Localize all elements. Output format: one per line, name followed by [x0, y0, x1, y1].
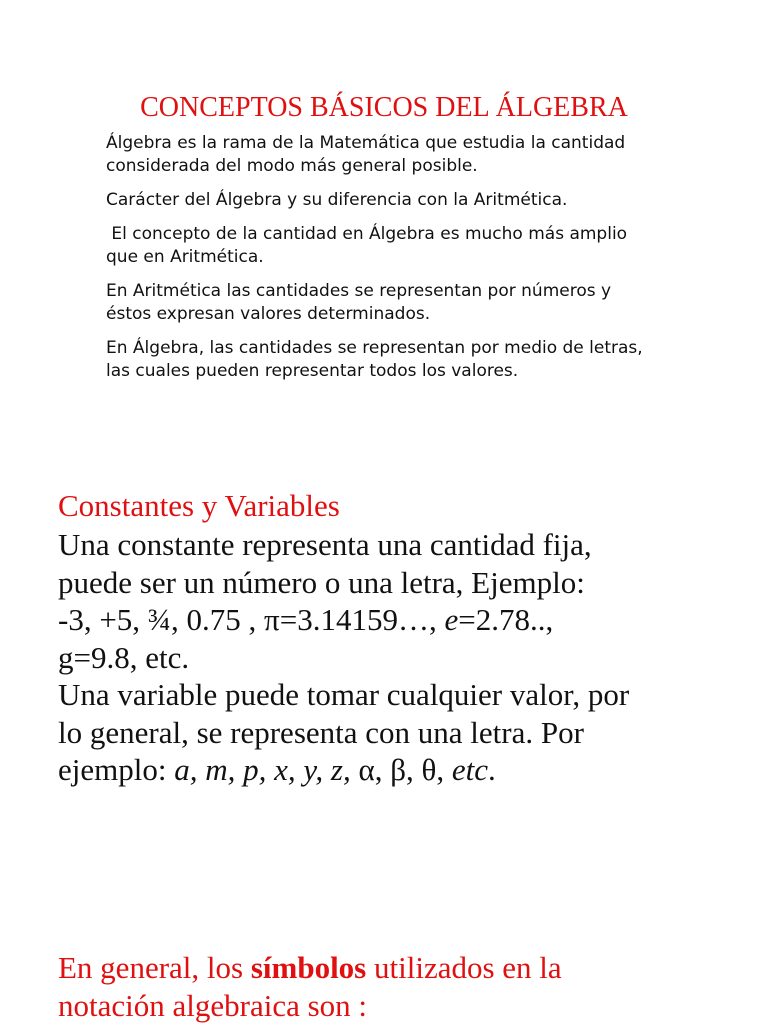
- euler-symbol: e: [444, 602, 459, 637]
- etc-text: etc: [451, 752, 489, 787]
- paragraph-line: En Aritmética las cantidades se representan por números y: [106, 281, 612, 301]
- slide-title: CONCEPTOS BÁSICOS DEL ÁLGEBRA: [140, 92, 628, 123]
- greek-letters: α, β, θ,: [350, 752, 452, 787]
- variable-letters: a, m, p, x, y, z,: [174, 752, 351, 787]
- body-line: Una variable puede tomar cualquier valor, por: [58, 677, 630, 712]
- euler-value: =2.78..,: [458, 602, 554, 637]
- paragraph-line: Álgebra es la rama de la Matemática que estudia la cantidad: [106, 133, 626, 153]
- simbolos-prefix: En general, los: [58, 950, 251, 985]
- simbolos-bold: símbolos: [250, 950, 367, 985]
- simbolos-suffix: utilizados en la: [366, 950, 562, 985]
- slide-body: [58, 526, 758, 789]
- slide-body: [106, 132, 706, 394]
- paragraph-line: considerada del modo más general posible.: [106, 156, 478, 176]
- period: .: [488, 752, 496, 787]
- paragraph-algebra-letras: [106, 337, 706, 383]
- body-line: puede ser un número o una letra, Ejemplo:: [58, 564, 585, 600]
- body-line-examples: [58, 601, 758, 639]
- body-line: g=9.8, etc.: [58, 639, 190, 675]
- slide-heading: Constantes y Variables: [58, 488, 340, 523]
- body-line: lo general, se representa con una letra. Por: [58, 714, 584, 750]
- paragraph-line: Carácter del Álgebra y su diferencia con la Aritmética.: [106, 190, 568, 210]
- examples-text: -3, +5, ¾, 0.75 , π=3.14159…,: [58, 602, 445, 637]
- paragraph-line: En Álgebra, las cantidades se representan por medio de letras,: [106, 338, 643, 358]
- paragraph-line: El concepto de la cantidad en Álgebra es mucho más amplio: [106, 224, 628, 244]
- body-line-simbolos: [58, 949, 758, 987]
- body-line: notación algebraica son :: [58, 987, 368, 1023]
- paragraph-line: las cuales pueden representar todos los valores.: [106, 361, 519, 381]
- body-line: Una constante representa una cantidad fija,: [58, 527, 592, 562]
- paragraph-caracter: [106, 189, 706, 212]
- slide-body: [58, 949, 758, 1024]
- body-line-variables: [58, 751, 758, 789]
- paragraph-definicion: [106, 132, 706, 178]
- variables-prefix: ejemplo:: [58, 752, 175, 787]
- paragraph-concepto: [106, 223, 706, 269]
- paragraph-line: éstos expresan valores determinados.: [106, 304, 431, 324]
- paragraph-line: que en Aritmética.: [106, 247, 264, 267]
- paragraph-aritmetica: [106, 280, 706, 326]
